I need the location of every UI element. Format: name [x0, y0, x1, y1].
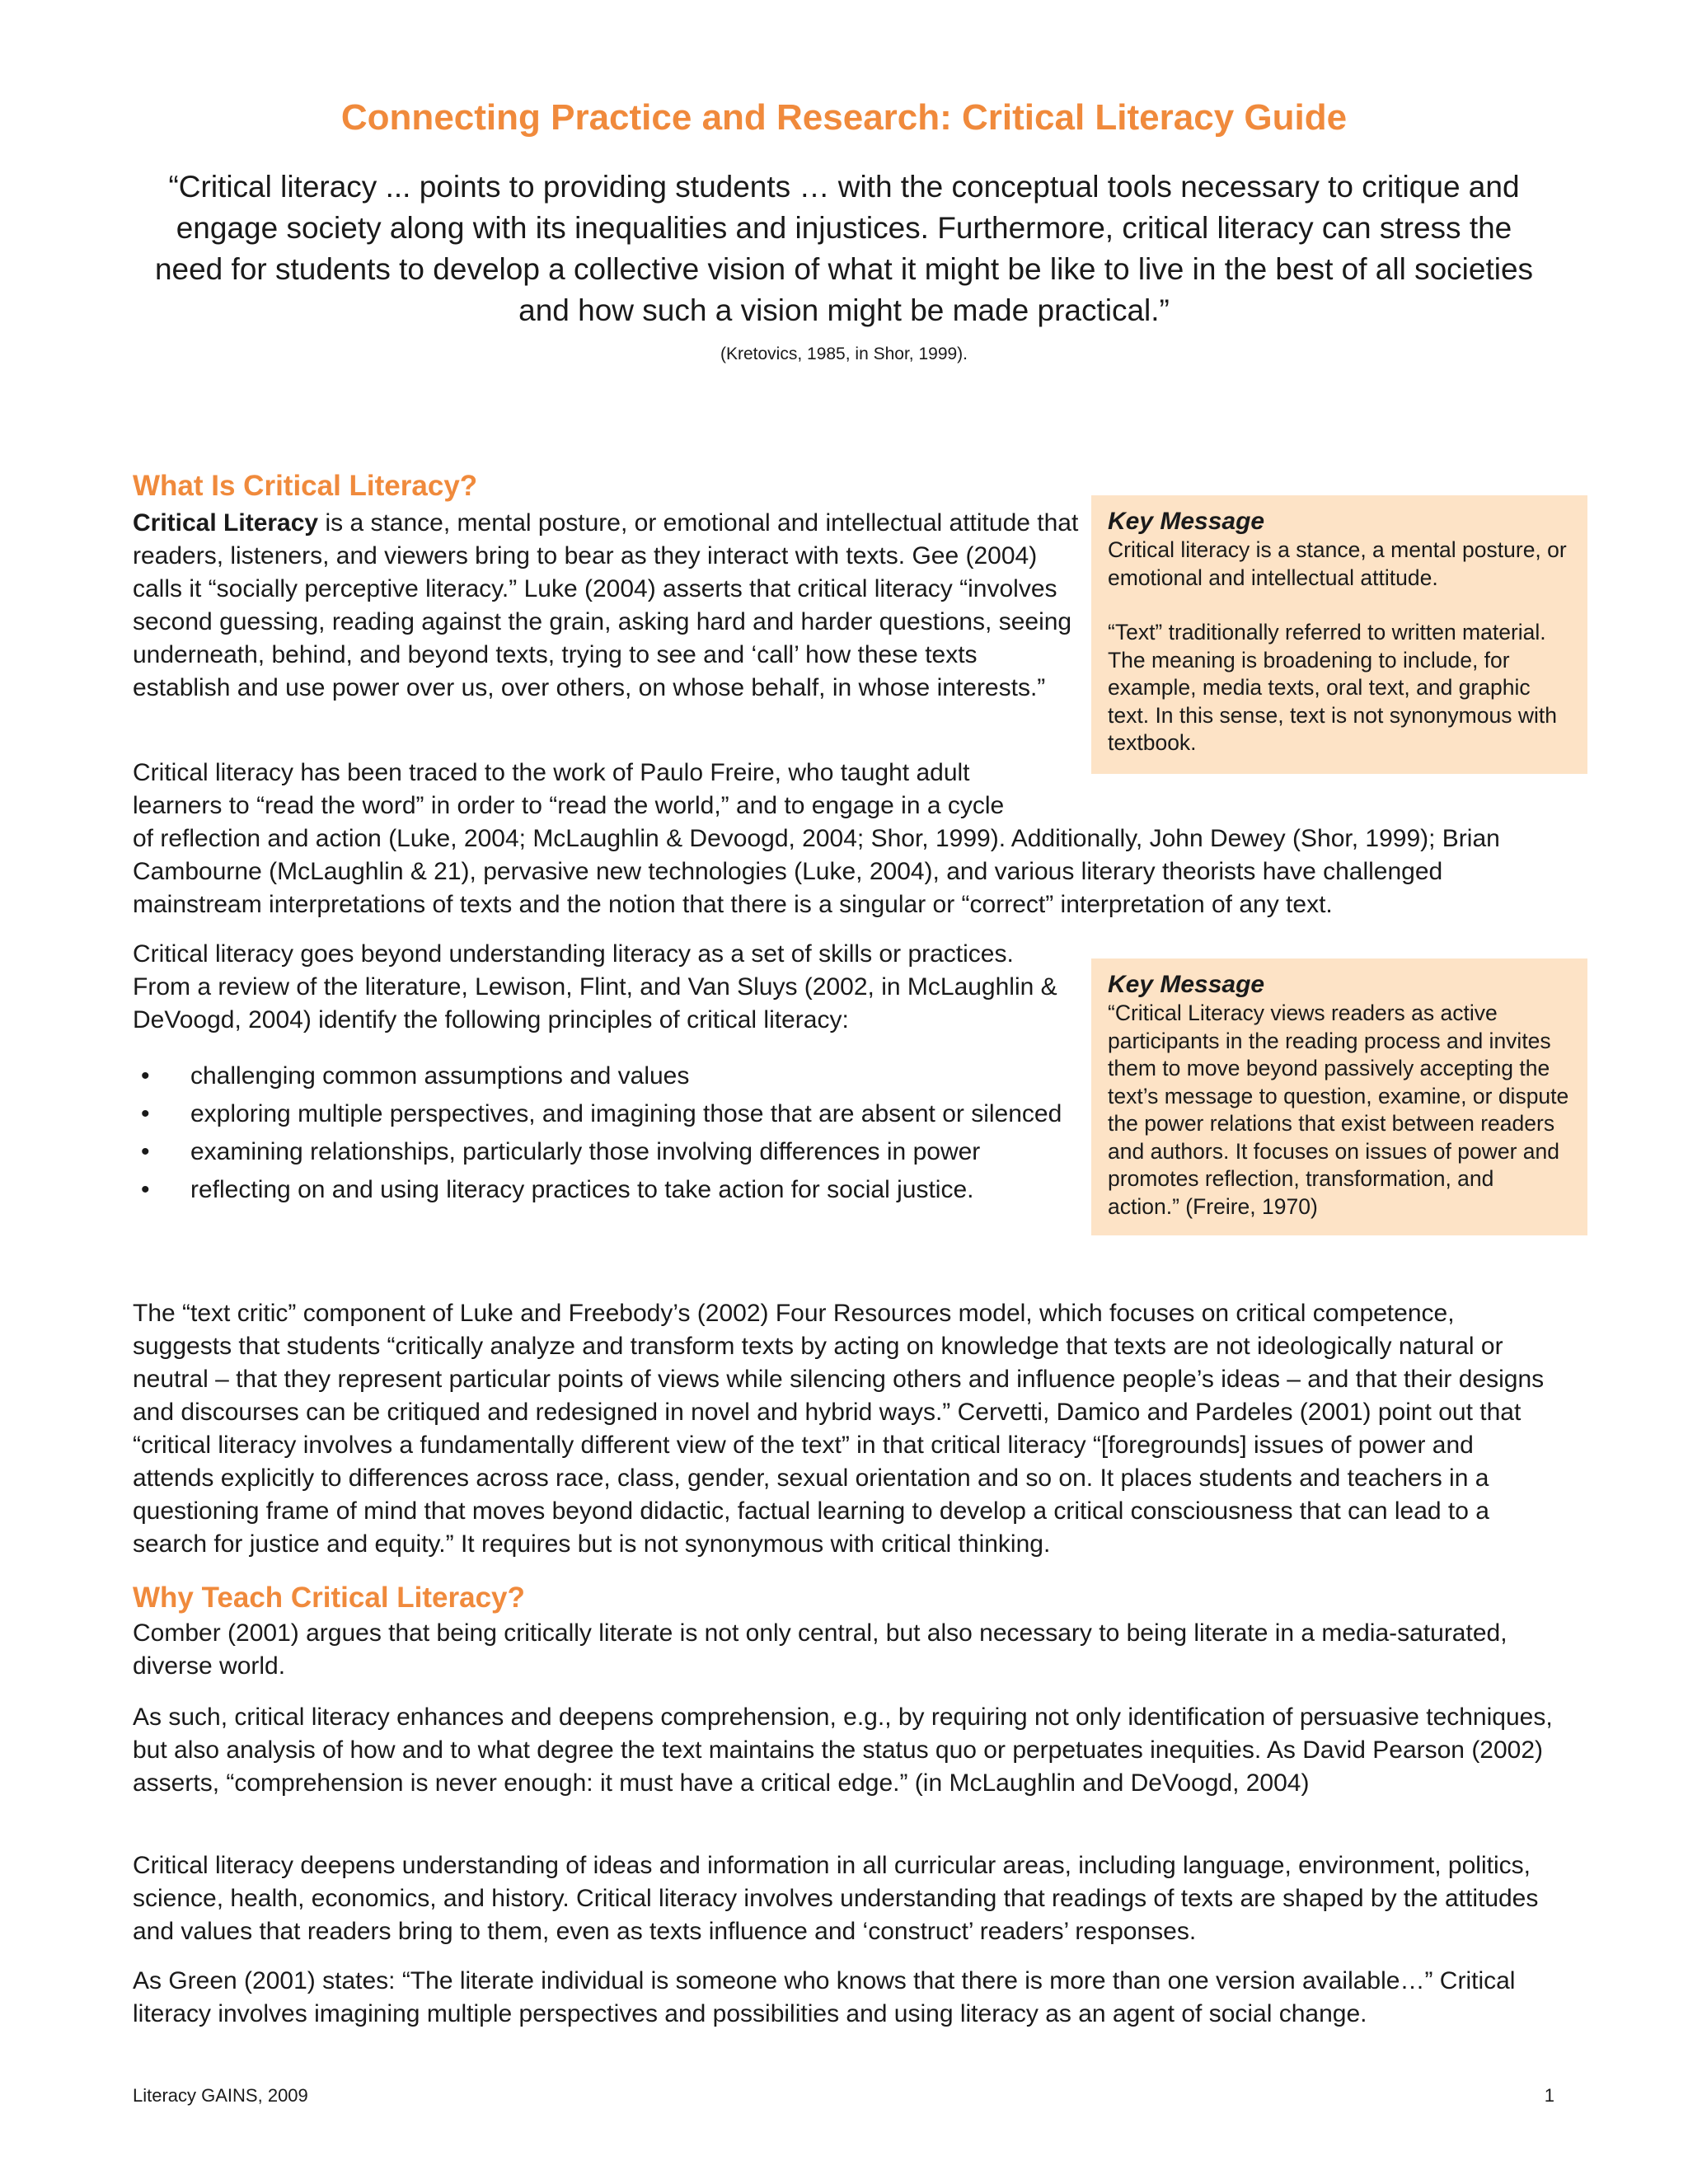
key-message-text: “Text” traditionally referred to written material. The meaning is broadening to include, for example, media texts, oral text, and graphic text. In this sense, text is not synonymous with textbook. — [1108, 620, 1557, 755]
paragraph-comber: Comber (2001) argues that being critically literate is not only central, but also necessary to being literate in a media-saturated, diverse world. — [133, 1619, 1507, 1680]
definition-text: is a stance, mental posture, or emotional and intellectual attitude that readers, listeners, and viewers bring to bear as they interact with texts. Gee (2004) calls it “socially perceptive literacy.” Luke (2004) asserts that critical literacy “involves second guessing, reading against the grain, asking hard and harder questions, seeing underneath, behind, and beyond texts, trying to see and ‘call’ how these texts establish and use power over us, over others, on whose behalf, in whose interests.” — [133, 509, 1079, 701]
paragraph-principles-intro: Critical literacy goes beyond understanding literacy as a set of skills or practices. From a review of the literature, Lewison, Flint, and Van Sluys (2002, in McLaughlin & DeVoogd, 2004) identify the following principles of critical literacy: — [133, 940, 1057, 1033]
key-message-title: Key Message — [1108, 508, 1265, 535]
paragraph-freire-cont: of reflection and action (Luke, 2004; McLaughlin & Devoogd, 2004; Shor, 1999). Additionally, John Dewey (Shor, 1999); Brian Cambourne (McLaughlin & 21), pervasive new technologies (Luke, 2004), and various literary theorists have challenged mainstream interpretations of texts and the notion that there is a singular or “correct” interpretation of any text. — [133, 825, 1500, 918]
page-number: 1 — [1544, 2085, 1554, 2106]
list-item: • challenging common assumptions and values — [133, 1060, 1072, 1093]
key-message-box-1 — [1091, 495, 1587, 774]
principles-list — [133, 1060, 1072, 1212]
footer-source: Literacy GAINS, 2009 — [133, 2085, 308, 2106]
list-item: • examining relationships, particularly those involving differences in power — [133, 1136, 1072, 1169]
paragraph-definition — [133, 507, 1081, 705]
key-message-box-2 — [1091, 958, 1587, 1235]
bullet-icon: • — [141, 1100, 150, 1127]
list-item: • reflecting on and using literacy practices to take action for social justice. — [133, 1174, 1072, 1207]
page-title: Connecting Practice and Research: Critical Literacy Guide — [340, 97, 1348, 138]
paragraph-green: As Green (2001) states: “The literate individual is someone who knows that there is more than one version available…” Critical literacy involves imagining multiple perspectives and possibilities and using literacy as an agent of social change. — [133, 1967, 1516, 2027]
opening-quote: “Critical literacy ... points to providing students … with the conceptual tools necessary to critique and engage society along with its inequalities and injustices. Furthermore, critical literacy can stress the need for students to develop a collective vision of what it might be like to live in the best of all societies and how such a vision might be made practical.” — [154, 170, 1534, 327]
paragraph-curricular: Critical literacy deepens understanding of ideas and information in all curricular areas, including language, environment, politics, science, health, economics, and history. Critical literacy involves understanding that readings of texts are shaped by the attitudes and values that readers bring to them, even as texts influence and ‘construct’ readers’ responses. — [133, 1852, 1539, 1945]
section-heading-why-teach: Why Teach Critical Literacy? — [133, 1582, 525, 1614]
paragraph-text-critic: The “text critic” component of Luke and Freebody’s (2002) Four Resources model, which focuses on critical competence, suggests that students “critically analyze and transform texts by acting on knowledge that texts are not ideologically natural or neutral – that they represent particular points of views while silencing others and influence people’s ideas – and that their designs and discourses can be critiqued and redesigned in novel and hybrid ways.” Cervetti, Damico and Pardeles (2001) point out that “critical literacy involves a fundamentally different view of the text” in that critical literacy “[foregrounds] issues of power and attends explicitly to differences across race, class, gender, sexual orientation and so on. It places students and teachers in a questioning frame of mind that moves beyond didactic, factual learning to develop a critical consciousness that can lead to a search for justice and equity.” It requires but is not synonymous with critical thinking. — [133, 1300, 1545, 1558]
paragraph-freire-intro: Critical literacy has been traced to the work of Paulo Freire, who taught adult learners to “read the word” in order to “read the world,” and to engage in a cycle — [133, 759, 1005, 819]
key-message-text: Critical literacy is a stance, a mental posture, or emotional and intellectual attitude. — [1108, 537, 1567, 590]
key-message-title: Key Message — [1108, 971, 1265, 998]
bullet-icon: • — [141, 1138, 150, 1165]
section-heading-what-is: What Is Critical Literacy? — [133, 470, 478, 502]
list-item: • exploring multiple perspectives, and imagining those that are absent or silenced — [133, 1098, 1072, 1131]
bullet-icon: • — [141, 1176, 150, 1203]
quote-citation: (Kretovics, 1985, in Shor, 1999). — [720, 344, 968, 363]
paragraph-comprehension: As such, critical literacy enhances and deepens comprehension, e.g., by requiring not only identification of persuasive techniques, but also analysis of how and to what degree the text maintains the status quo or perpetuates inequities. As David Pearson (2002) asserts, “comprehension is never enough: it must have a critical edge.” (in McLaughlin and DeVoogd, 2004) — [133, 1704, 1553, 1797]
key-message-text: “Critical Literacy views readers as active participants in the reading process and invites them to move beyond passively accepting the text’s message to question, examine, or dispute the power relations that exist between readers and authors. It focuses on issues of power and promotes reflection, transformation, and action.” (Freire, 1970) — [1108, 1001, 1569, 1219]
bullet-icon: • — [141, 1062, 150, 1090]
term-critical-literacy: Critical Literacy — [133, 509, 319, 537]
